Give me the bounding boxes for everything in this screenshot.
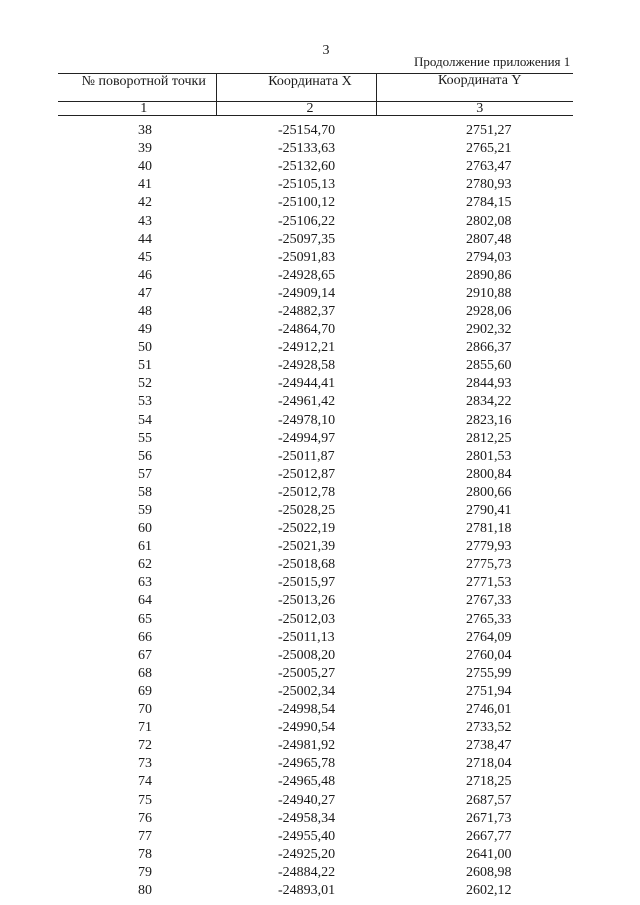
coordinate-y-cell: 2781,18 — [466, 521, 512, 537]
table-row — [58, 375, 573, 393]
coordinate-y-cell: 2844,93 — [466, 376, 512, 392]
table-row — [58, 773, 573, 791]
coordinate-y-cell: 2928,06 — [466, 303, 512, 319]
coordinate-y-cell: 2751,27 — [466, 123, 512, 139]
point-number-cell: 60 — [138, 521, 152, 537]
page-number: 3 — [322, 43, 330, 58]
coordinate-x-cell: -24958,34 — [278, 810, 336, 826]
coordinate-x-cell: -25154,70 — [278, 123, 336, 139]
table-row — [58, 466, 573, 484]
table-row — [58, 611, 573, 629]
coordinate-y-cell: 2687,57 — [466, 792, 512, 808]
table-row — [58, 303, 573, 321]
table-row — [58, 683, 573, 701]
point-number-cell: 58 — [138, 484, 152, 500]
coordinate-x-cell: -24978,10 — [278, 412, 336, 428]
table-row — [58, 719, 573, 737]
coordinate-y-cell: 2790,41 — [466, 503, 512, 519]
point-number-cell: 47 — [138, 285, 152, 301]
coordinate-x-cell: -24864,70 — [278, 322, 336, 338]
coordinate-y-cell: 2765,33 — [466, 611, 512, 627]
coordinate-x-cell: -24998,54 — [278, 702, 336, 718]
table-row — [58, 212, 573, 230]
table-row — [58, 430, 573, 448]
point-number-cell: 71 — [138, 720, 152, 736]
point-number-cell: 59 — [138, 503, 152, 519]
coordinate-x-cell: -25012,87 — [278, 466, 336, 482]
coordinate-x-cell: -24912,21 — [278, 340, 336, 356]
coordinate-x-cell: -24925,20 — [278, 846, 336, 862]
coordinate-x-cell: -25015,97 — [278, 575, 336, 591]
coordinate-y-cell: 2671,73 — [466, 810, 512, 826]
point-number-cell: 77 — [138, 828, 152, 844]
coordinate-y-cell: 2775,73 — [466, 557, 512, 573]
coordinate-y-cell: 2763,47 — [466, 159, 512, 175]
table-row — [58, 285, 573, 303]
coordinate-x-cell: -25005,27 — [278, 665, 336, 681]
coordinate-x-cell: -25018,68 — [278, 557, 336, 573]
coordinate-x-cell: -25097,35 — [278, 231, 336, 247]
point-number-cell: 39 — [138, 141, 152, 157]
coordinate-y-cell: 2733,52 — [466, 720, 512, 736]
point-number-cell: 66 — [138, 629, 152, 645]
coordinate-y-cell: 2910,88 — [466, 285, 512, 301]
coordinate-x-cell: -25013,26 — [278, 593, 336, 609]
coordinate-y-cell: 2755,99 — [466, 665, 512, 681]
coordinate-y-cell: 2765,21 — [466, 141, 512, 157]
coordinate-y-cell: 2807,48 — [466, 231, 512, 247]
coordinate-y-cell: 2779,93 — [466, 539, 512, 555]
table-body — [58, 122, 573, 900]
coordinate-y-cell: 2608,98 — [466, 864, 512, 880]
point-number-cell: 61 — [138, 539, 152, 555]
column-number-3: 3 — [376, 102, 573, 116]
coordinate-y-cell: 2902,32 — [466, 322, 512, 338]
point-number-cell: 53 — [138, 394, 152, 410]
table-row — [58, 267, 573, 285]
point-number-cell: 63 — [138, 575, 152, 591]
coordinate-y-cell: 2760,04 — [466, 647, 512, 663]
table-row — [58, 810, 573, 828]
table-row — [58, 484, 573, 502]
point-number-cell: 38 — [138, 123, 152, 139]
point-number-cell: 64 — [138, 593, 152, 609]
table-row — [58, 882, 573, 900]
point-number-cell: 46 — [138, 267, 152, 283]
coordinate-y-cell: 2764,09 — [466, 629, 512, 645]
point-number-cell: 78 — [138, 846, 152, 862]
coordinates-table — [58, 73, 573, 900]
coordinate-y-cell: 2718,25 — [466, 774, 512, 790]
coordinate-x-cell: -24928,65 — [278, 267, 336, 283]
table-row — [58, 393, 573, 411]
column-number-1: 1 — [58, 102, 216, 116]
coordinate-x-cell: -25100,12 — [278, 195, 336, 211]
coordinate-y-cell: 2784,15 — [466, 195, 512, 211]
coordinate-y-cell: 2641,00 — [466, 846, 512, 862]
coordinate-y-cell: 2802,08 — [466, 213, 512, 229]
table-row — [58, 412, 573, 430]
point-number-cell: 70 — [138, 702, 152, 718]
coordinate-x-cell: -25012,78 — [278, 484, 336, 500]
coordinate-y-cell: 2866,37 — [466, 340, 512, 356]
header-coordinate-x: Координата X — [216, 74, 376, 102]
coordinate-y-cell: 2801,53 — [466, 448, 512, 464]
point-number-cell: 69 — [138, 683, 152, 699]
coordinate-x-cell: -24944,41 — [278, 376, 336, 392]
table-row — [58, 122, 573, 140]
coordinate-x-cell: -24965,78 — [278, 756, 336, 772]
coordinate-x-cell: -25002,34 — [278, 683, 336, 699]
table-row — [58, 140, 573, 158]
table-row — [58, 194, 573, 212]
coordinate-x-cell: -25028,25 — [278, 503, 336, 519]
table-row — [58, 647, 573, 665]
coordinate-x-cell: -24994,97 — [278, 430, 336, 446]
table-row — [58, 665, 573, 683]
point-number-cell: 48 — [138, 303, 152, 319]
point-number-cell: 75 — [138, 792, 152, 808]
table-row — [58, 231, 573, 249]
coordinate-x-cell: -24965,48 — [278, 774, 336, 790]
point-number-cell: 56 — [138, 448, 152, 464]
coordinate-x-cell: -25091,83 — [278, 249, 336, 265]
point-number-cell: 49 — [138, 322, 152, 338]
coordinate-x-cell: -25105,13 — [278, 177, 336, 193]
coordinate-x-cell: -24884,22 — [278, 864, 336, 880]
coordinate-x-cell: -24882,37 — [278, 303, 336, 319]
coordinate-x-cell: -25132,60 — [278, 159, 336, 175]
point-number-cell: 67 — [138, 647, 152, 663]
table-row — [58, 520, 573, 538]
table-row — [58, 321, 573, 339]
point-number-cell: 79 — [138, 864, 152, 880]
table-row — [58, 176, 573, 194]
point-number-cell: 41 — [138, 177, 152, 193]
coordinate-x-cell: -25011,87 — [278, 448, 335, 464]
coordinate-y-cell: 2800,84 — [466, 466, 512, 482]
coordinate-y-cell: 2746,01 — [466, 702, 512, 718]
point-number-cell: 73 — [138, 756, 152, 772]
table-row — [58, 158, 573, 176]
coordinate-x-cell: -24955,40 — [278, 828, 336, 844]
point-number-cell: 80 — [138, 882, 152, 898]
table-row — [58, 357, 573, 375]
coordinate-y-cell: 2834,22 — [466, 394, 512, 410]
table-header-row — [58, 74, 573, 102]
coordinate-y-cell: 2771,53 — [466, 575, 512, 591]
continuation-label: Продолжение приложения 1 — [414, 54, 571, 69]
header-point-number: № поворотной точки — [58, 74, 216, 102]
table-row — [58, 864, 573, 882]
table-row — [58, 755, 573, 773]
table-row — [58, 502, 573, 520]
column-number-2: 2 — [216, 102, 376, 116]
point-number-cell: 72 — [138, 738, 152, 754]
coordinate-x-cell: -24940,27 — [278, 792, 336, 808]
point-number-cell: 76 — [138, 810, 152, 826]
point-number-cell: 52 — [138, 376, 152, 392]
table-row — [58, 737, 573, 755]
table-row — [58, 701, 573, 719]
coordinate-y-cell: 2767,33 — [466, 593, 512, 609]
table-row — [58, 791, 573, 809]
point-number-cell: 45 — [138, 249, 152, 265]
point-number-cell: 51 — [138, 358, 152, 374]
coordinate-x-cell: -25011,13 — [278, 629, 335, 645]
coordinate-y-cell: 2890,86 — [466, 267, 512, 283]
coordinate-x-cell: -25021,39 — [278, 539, 336, 555]
coordinate-y-cell: 2602,12 — [466, 882, 512, 898]
point-number-cell: 50 — [138, 340, 152, 356]
table-row — [58, 339, 573, 357]
coordinate-x-cell: -25106,22 — [278, 213, 336, 229]
coordinate-x-cell: -24981,92 — [278, 738, 336, 754]
table-row — [58, 448, 573, 466]
coordinate-y-cell: 2738,47 — [466, 738, 512, 754]
coordinate-x-cell: -25008,20 — [278, 647, 336, 663]
point-number-cell: 57 — [138, 466, 152, 482]
coordinate-y-cell: 2780,93 — [466, 177, 512, 193]
table-row — [58, 846, 573, 864]
coordinate-y-cell: 2823,16 — [466, 412, 512, 428]
point-number-cell: 54 — [138, 412, 152, 428]
coordinate-y-cell: 2718,04 — [466, 756, 512, 772]
coordinate-x-cell: -25012,03 — [278, 611, 336, 627]
column-numbers-row — [58, 102, 573, 116]
coordinate-x-cell: -24990,54 — [278, 720, 336, 736]
coordinate-x-cell: -24909,14 — [278, 285, 336, 301]
coordinate-x-cell: -25133,63 — [278, 141, 336, 157]
point-number-cell: 42 — [138, 195, 152, 211]
table-row — [58, 538, 573, 556]
point-number-cell: 43 — [138, 213, 152, 229]
point-number-cell: 62 — [138, 557, 152, 573]
point-number-cell: 68 — [138, 665, 152, 681]
point-number-cell: 40 — [138, 159, 152, 175]
table-row — [58, 574, 573, 592]
table-row — [58, 249, 573, 267]
table-row — [58, 592, 573, 610]
coordinate-x-cell: -24928,58 — [278, 358, 336, 374]
point-number-cell: 44 — [138, 231, 152, 247]
table-row — [58, 556, 573, 574]
point-number-cell: 74 — [138, 774, 152, 790]
coordinate-y-cell: 2855,60 — [466, 358, 512, 374]
point-number-cell: 65 — [138, 611, 152, 627]
coordinate-x-cell: -24961,42 — [278, 394, 336, 410]
coordinate-y-cell: 2794,03 — [466, 249, 512, 265]
coordinate-y-cell: 2812,25 — [466, 430, 512, 446]
coordinate-x-cell: -24893,01 — [278, 882, 336, 898]
point-number-cell: 55 — [138, 430, 152, 446]
coordinate-y-cell: 2800,66 — [466, 484, 512, 500]
coordinate-x-cell: -25022,19 — [278, 521, 336, 537]
table-row — [58, 828, 573, 846]
header-coordinate-y: Координата Y — [376, 74, 573, 102]
coordinate-y-cell: 2667,77 — [466, 828, 512, 844]
table-row — [58, 629, 573, 647]
coordinate-y-cell: 2751,94 — [466, 683, 512, 699]
